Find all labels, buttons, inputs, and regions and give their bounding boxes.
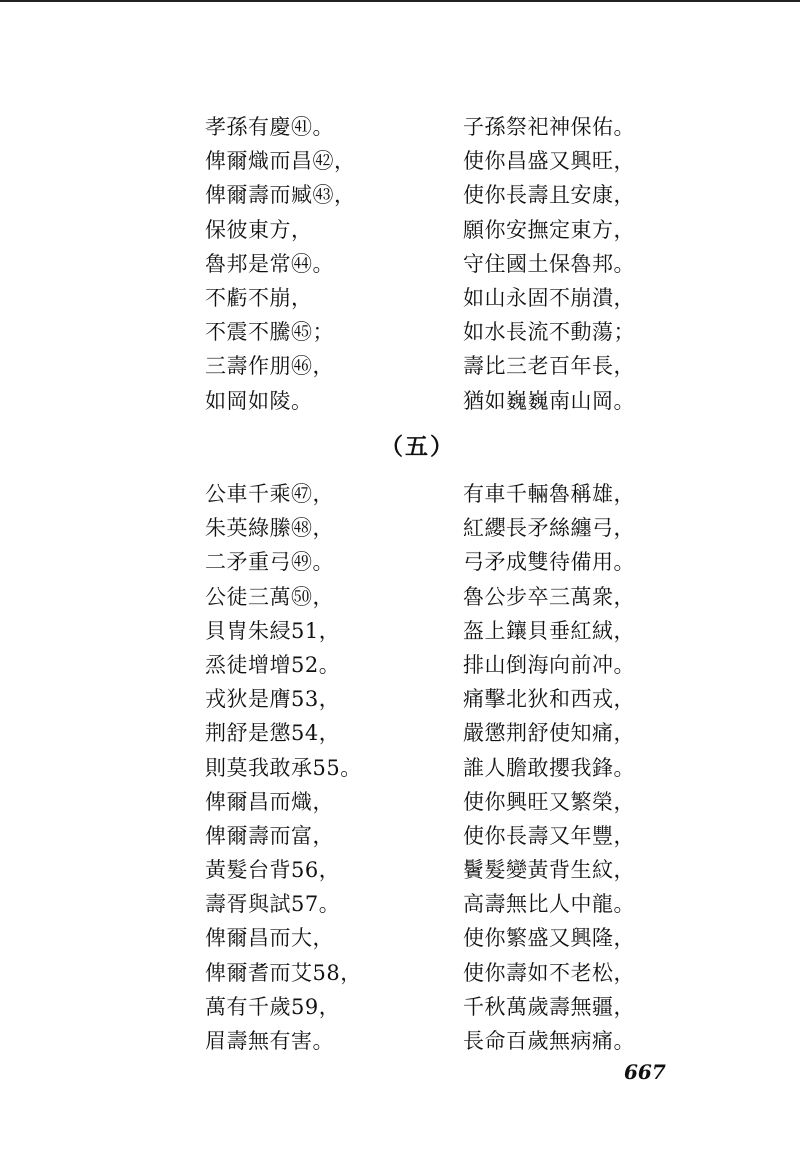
section-2-original-column (205, 477, 362, 1058)
original-verse-line: 三壽作朋㊻， (205, 354, 334, 379)
original-verse-line: 俾爾壽而富， (205, 823, 334, 848)
original-verse-line: 萬有千歲59， (205, 994, 341, 1019)
translation-verse-line: 守住國土保魯邦。 (463, 251, 635, 276)
section-1-translation-column (463, 110, 635, 418)
translation-verse-line: 子孫祭祀神保佑。 (463, 115, 635, 139)
original-verse-line: 二矛重弓㊾。 (205, 550, 334, 575)
original-verse-line: 荆舒是懲54， (205, 721, 341, 746)
original-verse-line: 孝孫有慶㊶。 (205, 115, 334, 139)
translation-verse-line: 盔上鑲貝垂紅絨， (463, 618, 635, 643)
original-verse-line: 俾爾壽而臧㊸， (205, 183, 356, 208)
original-verse-line: 不虧不崩， (205, 285, 313, 310)
section-1-original-column (205, 110, 356, 418)
translation-verse-line: 千秋萬歲壽無疆， (463, 994, 635, 1019)
original-verse-line: 眉壽無有害。 (205, 1029, 334, 1053)
translation-verse-line: 使你昌盛又興旺， (463, 149, 635, 174)
translation-verse-line: 猶如巍巍南山岡。 (463, 388, 635, 413)
section-2-translation-column (463, 477, 635, 1058)
translation-verse-line: 使你繁盛又興隆， (463, 926, 635, 951)
original-verse-line: 貝冑朱綅51， (205, 618, 341, 643)
translation-verse-line: 有車千輛魯稱雄， (463, 482, 635, 506)
translation-verse-line: 鬢髮變黃背生紋， (463, 858, 635, 883)
original-verse-line: 朱英綠縢㊽， (205, 516, 334, 541)
original-verse-line: 公徒三萬㊿， (205, 584, 334, 609)
original-verse-line: 不震不騰㊺； (205, 320, 334, 345)
top-border-rule (0, 0, 800, 2)
original-verse-line: 俾爾昌而大， (205, 926, 334, 951)
original-verse-line: 如岡如陵。 (205, 388, 313, 413)
translation-verse-line: 使你興旺又繁榮， (463, 789, 635, 814)
translation-verse-line: 紅纓長矛絲纏弓， (463, 516, 635, 541)
translation-verse-line: 誰人膽敢攖我鋒。 (463, 755, 635, 780)
original-verse-line: 黃髮台背56， (205, 858, 341, 883)
original-verse-line: 保彼東方， (205, 217, 313, 242)
translation-verse-line: 使你長壽且安康， (463, 183, 635, 208)
section-title: （五） (380, 433, 455, 460)
original-verse-line: 魯邦是常㊹。 (205, 251, 334, 276)
original-verse-line: 俾爾昌而熾， (205, 789, 334, 814)
translation-verse-line: 高壽無比人中龍。 (463, 892, 635, 917)
original-verse-line: 俾爾熾而昌㊷， (205, 149, 356, 174)
original-verse-line: 俾爾耆而艾58， (205, 960, 362, 985)
translation-verse-line: 弓矛成雙待備用。 (463, 550, 635, 575)
translation-verse-line: 使你壽如不老松， (463, 960, 635, 985)
translation-verse-line: 使你長壽又年豐， (463, 823, 635, 848)
translation-verse-line: 願你安撫定東方， (463, 217, 635, 242)
translation-verse-line: 如山永固不崩潰， (463, 285, 635, 310)
original-verse-line: 公車千乘㊼， (205, 482, 334, 506)
translation-verse-line: 排山倒海向前冲。 (463, 652, 635, 677)
original-verse-line: 戎狄是膺53， (205, 687, 341, 712)
page-number: 667 (624, 1060, 666, 1084)
translation-verse-line: 長命百歲無病痛。 (463, 1029, 635, 1053)
translation-verse-line: 嚴懲荆舒使知痛， (463, 721, 635, 746)
original-verse-line: 烝徒增增52。 (205, 652, 341, 677)
translation-verse-line: 魯公步卒三萬衆， (463, 584, 635, 609)
translation-verse-line: 痛擊北狄和西戎， (463, 687, 635, 712)
original-verse-line: 則莫我敢承55。 (205, 755, 362, 780)
translation-verse-line: 壽比三老百年長， (463, 354, 635, 379)
original-verse-line: 壽胥與試57。 (205, 892, 341, 917)
translation-verse-line: 如水長流不動蕩； (463, 320, 635, 345)
